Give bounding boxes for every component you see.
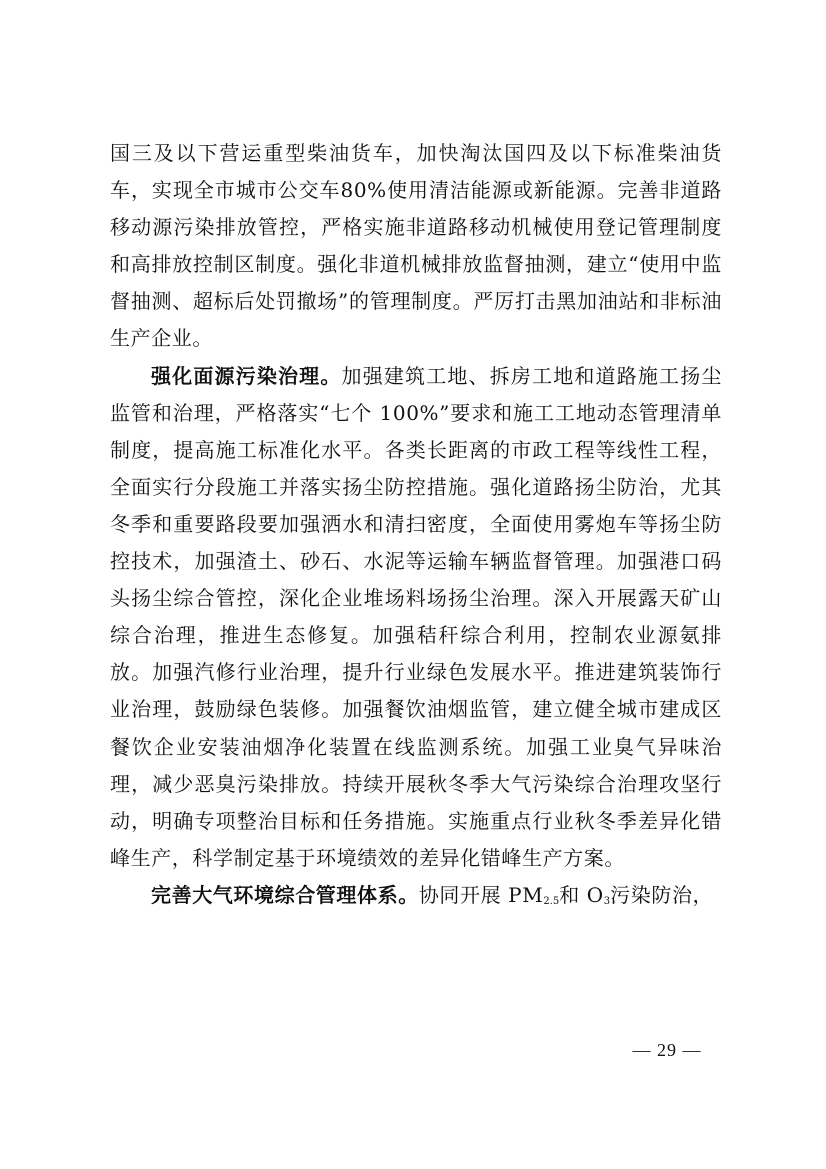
paragraph-3-heading: 完善大气环境综合管理体系。: [151, 882, 419, 907]
paragraph-3-text-part3: 污染防治，: [610, 882, 714, 907]
paragraph-3-text-part2: 和 O: [559, 882, 604, 907]
body-text: [110, 135, 722, 920]
page-number: — 29 —: [632, 1040, 702, 1060]
paragraph-2-text: 加强建筑工地、拆房工地和道路施工扬尘监管和治理，严格落实“七个 100%”要求和施工工地动态管理清单制度，提高施工标准化水平。各类长距离的市政工程等线性工程，全面实行分段施工并落实扬尘防控措施。强化道路扬尘防治，尤其冬季和重要路段要加强洒水和清扫密度，全面使用雾炮车等扬尘防控技术，加强渣土、砂石、水泥等运输车辆监督管理。加强港口码头扬尘综合管控，深化企业堆场料场扬尘治理。深入开展露天矿山综合治理，推进生态修复。加强秸秆综合利用，控制农业源氨排放。加强汽修行业治理，提升行业绿色发展水平。推进建筑装饰行业治理，鼓励绿色装修。加强餐饮油烟监管，建立健全城市建成区餐饮企业安装油烟净化装置在线监测系统。加强工业臭气异味治理，减少恶臭污染排放。持续开展秋冬季大气污染综合治理攻坚行动，明确专项整治目标和任务措施。实施重点行业秋冬季差异化错峰生产，科学制定基于环境绩效的差异化错峰生产方案。: [110, 363, 722, 870]
pm-subscript: 2.5: [543, 895, 560, 907]
paragraph-2: [110, 358, 722, 877]
paragraph-1: [110, 135, 722, 358]
paragraph-1-text: 国三及以下营运重型柴油货车，加快淘汰国四及以下标准柴油货车，实现全市城市公交车80%使用清洁能源或新能源。完善非道路移动源污染排放管控，严格实施非道路移动机械使用登记管理制度和高排放控制区制度。强化非道机械排放监督抽测，建立“使用中监督抽测、超标后处罚撤场”的管理制度。严厉打击黑加油站和非标油生产企业。: [110, 141, 722, 351]
paragraph-3: [110, 877, 722, 920]
paragraph-2-heading: 强化面源污染治理。: [151, 363, 342, 388]
paragraph-3-text-part1: 协同开展 PM: [418, 882, 544, 907]
ozone-subscript: 3: [603, 895, 611, 907]
